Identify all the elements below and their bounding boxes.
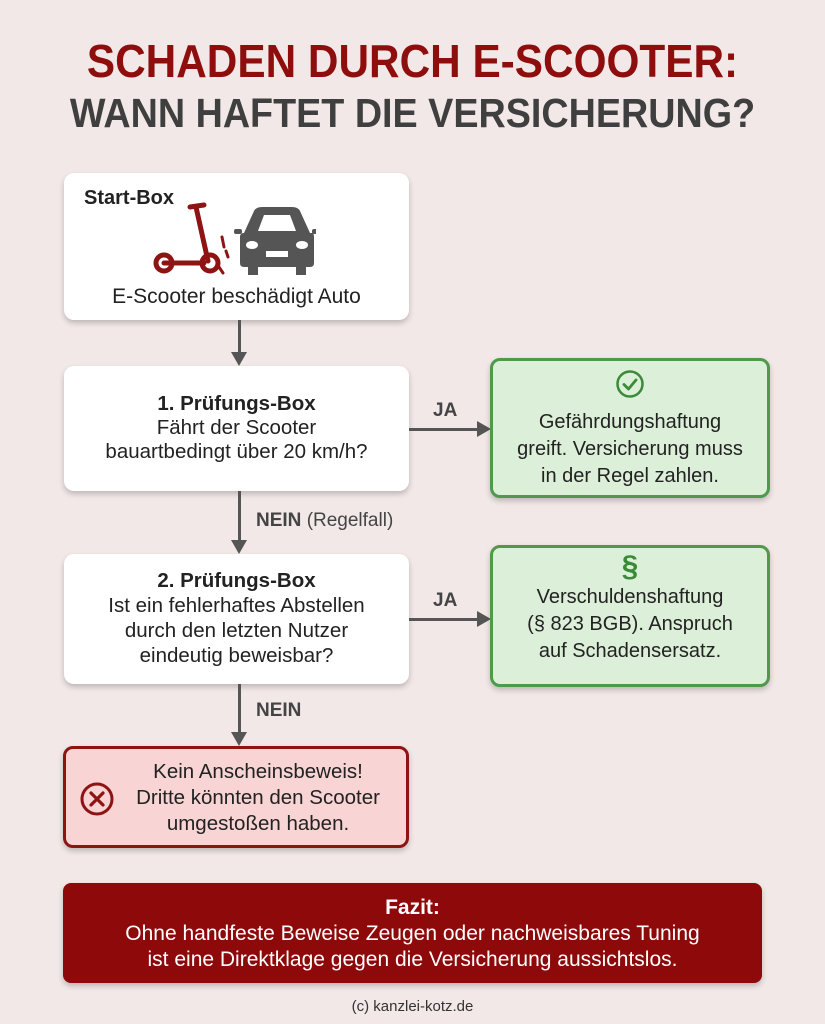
edge-label-no-2: NEIN	[256, 700, 302, 721]
start-box	[64, 173, 409, 320]
result-1-line1: Gefährdungshaftung	[538, 411, 722, 433]
conclusion-box	[63, 883, 762, 983]
check-box-2	[64, 554, 409, 684]
arrow-right-icon	[477, 611, 491, 627]
start-box-label: Start-Box	[84, 187, 175, 209]
title-line-1: SCHADEN DURCH E-SCOOTER:	[86, 35, 739, 87]
result-2-line3: auf Schadensersatz.	[538, 640, 722, 662]
arrow-right-icon	[477, 421, 491, 437]
check-circle-icon	[615, 369, 645, 399]
connector-q1-no	[238, 491, 241, 543]
arrow-down-icon	[231, 352, 247, 366]
check-box-2-line1: Ist ein fehlerhaftes Abstellen	[108, 594, 365, 617]
result-box-fault-liability	[490, 545, 770, 687]
title-line-2: WANN HAFTET DIE VERSICHERUNG?	[69, 90, 756, 136]
edge-label-no-1: NEIN (Regelfall)	[256, 510, 394, 531]
x-circle-icon	[79, 781, 115, 817]
check-box-1-line2: bauartbedingt über 20 km/h?	[105, 440, 368, 463]
car-icon	[234, 207, 316, 275]
result-no-line2: Dritte könnten den Scooter	[136, 786, 380, 809]
copyright-footer: (c) kanzlei-kotz.de	[351, 998, 474, 1015]
check-box-1-title: 1. Prüfungs-Box	[157, 392, 316, 415]
conclusion-line2: ist eine Direktklage gegen die Versicherung aussichtslos.	[147, 948, 678, 971]
connector-start-q1	[238, 320, 241, 354]
check-box-1	[64, 366, 409, 491]
connector-q2-no	[238, 684, 241, 734]
connector-q1-yes	[409, 428, 479, 431]
result-1-line3: in der Regel zahlen.	[541, 465, 719, 487]
result-2-line1: Verschuldenshaftung	[536, 586, 724, 608]
check-box-2-line3: eindeutig beweisbar?	[139, 644, 334, 667]
edge-label-yes-1: JA	[433, 400, 458, 421]
arrow-down-icon	[231, 540, 247, 554]
paragraph-icon: §	[621, 550, 639, 583]
result-1-line2: greift. Versicherung muss	[517, 438, 743, 460]
check-box-2-line2: durch den letzten Nutzer	[124, 619, 349, 642]
scooter-icon	[156, 205, 218, 271]
result-2-line2: (§ 823 BGB). Anspruch	[527, 613, 733, 635]
result-box-liability	[490, 358, 770, 498]
check-box-2-title: 2. Prüfungs-Box	[157, 569, 316, 592]
result-no-line3: umgestoßen haben.	[166, 812, 350, 835]
result-no-line1: Kein Anscheinsbeweis!	[153, 760, 363, 783]
result-box-no-evidence	[63, 746, 409, 848]
scooter-car-collision-icon	[146, 193, 316, 278]
edge-label-yes-2: JA	[433, 590, 458, 611]
conclusion-line1: Ohne handfeste Beweise Zeugen oder nachweisbares Tuning	[125, 922, 700, 945]
check-box-1-line1: Fährt der Scooter	[156, 416, 317, 439]
connector-q2-yes	[409, 618, 479, 621]
start-box-text: E-Scooter beschädigt Auto	[112, 285, 361, 308]
arrow-down-icon	[231, 732, 247, 746]
conclusion-label: Fazit:	[385, 896, 440, 919]
